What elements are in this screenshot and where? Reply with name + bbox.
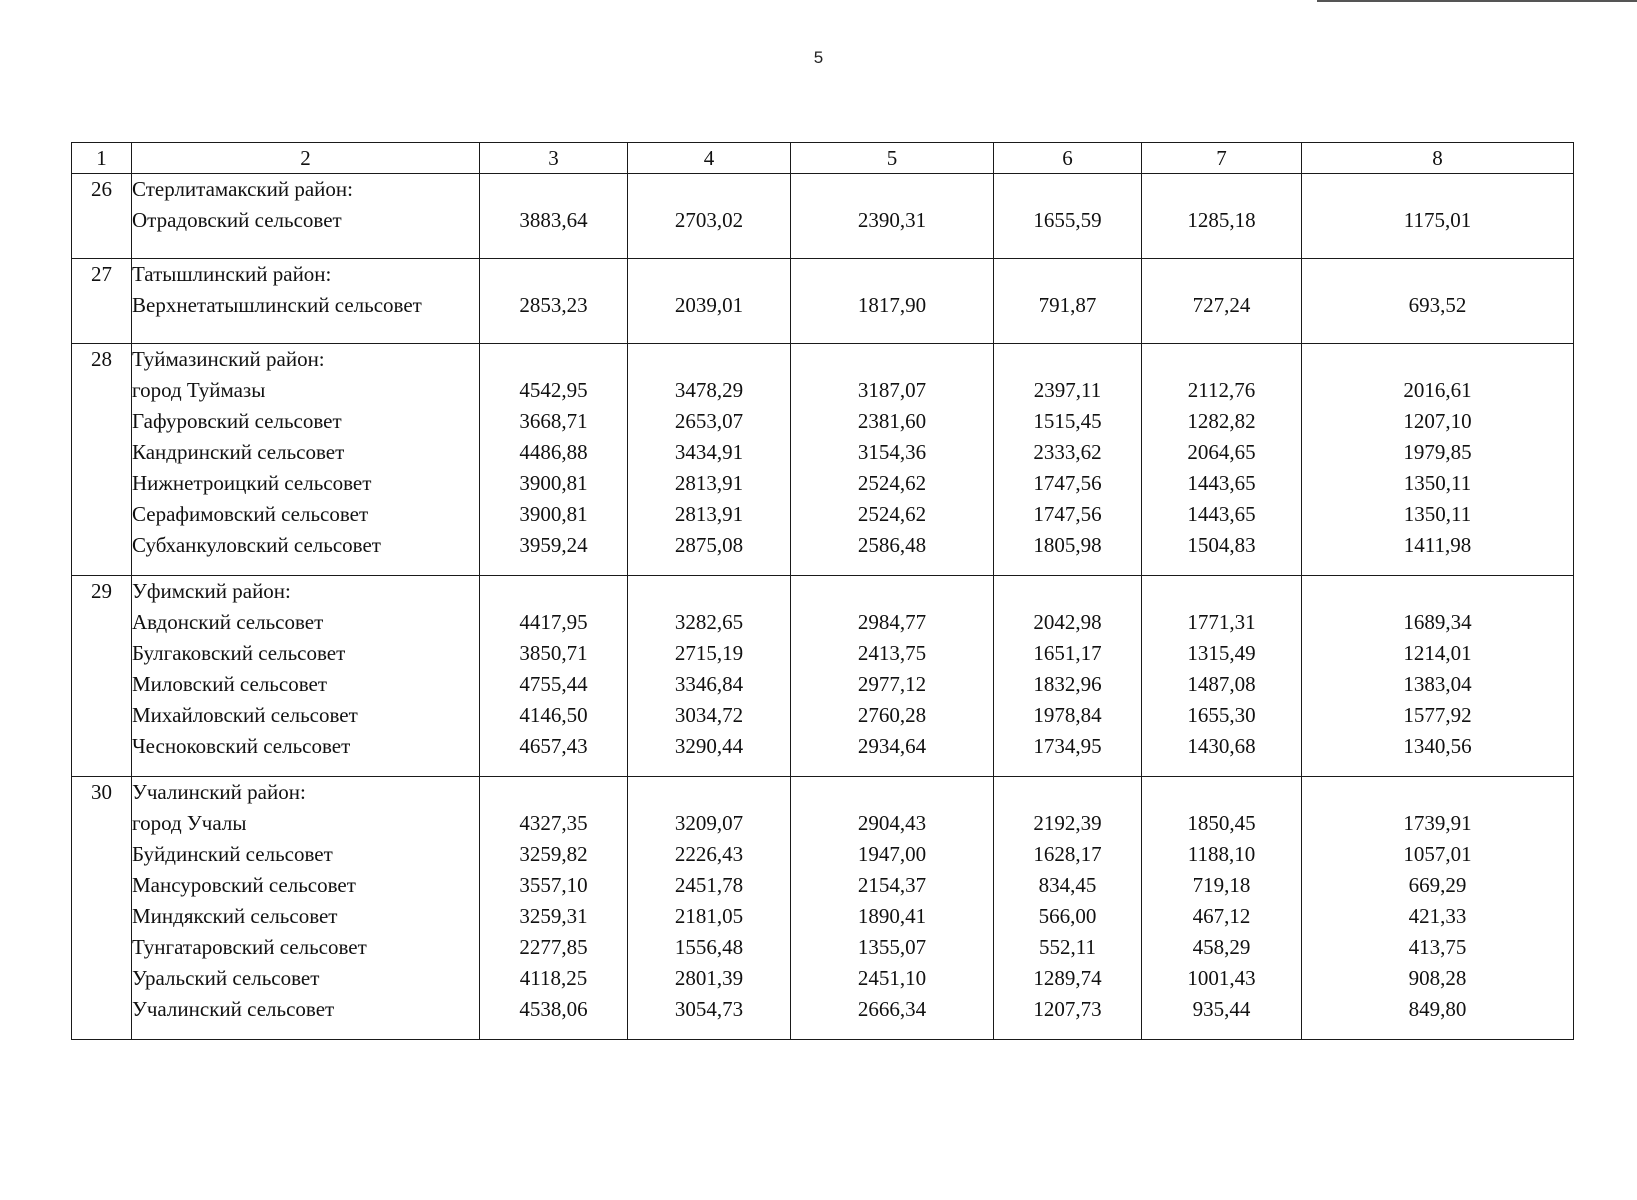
value: 2181,05 (674, 904, 744, 928)
value: 1832,96 (1033, 672, 1102, 696)
spacer (1302, 777, 1573, 808)
page-number: 5 (813, 48, 824, 67)
value: 2586,48 (857, 533, 927, 557)
value: 1805,98 (1033, 533, 1102, 557)
value: 4118,25 (519, 966, 588, 990)
value: 1350,11 (1403, 471, 1472, 495)
value: 2813,91 (674, 502, 744, 526)
value-col-6 (994, 576, 1142, 777)
value: 1355,07 (857, 935, 927, 959)
value: 1350,11 (1403, 502, 1472, 526)
value: 908,28 (1408, 966, 1467, 990)
value-col-4 (628, 576, 791, 777)
value: 3478,29 (674, 378, 744, 402)
value-col-7 (1142, 174, 1302, 259)
value: 413,75 (1408, 935, 1467, 959)
value: 1890,41 (857, 904, 927, 928)
value: 3290,44 (674, 734, 744, 758)
spacer (1142, 259, 1301, 290)
value: 2875,08 (674, 533, 744, 557)
settlement-name: Мансуровский сельсовет (132, 873, 356, 897)
value: 2112,76 (1187, 378, 1256, 402)
value: 3346,84 (674, 672, 744, 696)
value: 1689,34 (1403, 610, 1472, 634)
value: 3187,07 (857, 378, 927, 402)
spacer (994, 174, 1141, 205)
value: 1655,59 (1033, 208, 1102, 232)
value: 1175,01 (1403, 208, 1472, 232)
value: 1001,43 (1187, 966, 1256, 990)
value: 1628,17 (1033, 842, 1102, 866)
value: 1443,65 (1187, 502, 1256, 526)
header-col-5: 5 (791, 143, 994, 174)
value: 3668,71 (519, 409, 588, 433)
value: 4417,95 (519, 610, 588, 634)
value-col-7 (1142, 777, 1302, 1040)
value-col-6 (994, 259, 1142, 344)
value-col-4 (628, 777, 791, 1040)
value-col-5 (791, 344, 994, 576)
value: 1207,10 (1403, 409, 1472, 433)
spacer (1142, 576, 1301, 607)
value: 2524,62 (857, 502, 927, 526)
row-number: 27 (72, 259, 132, 344)
settlement-name: Уральский сельсовет (132, 966, 320, 990)
value-col-8 (1302, 777, 1574, 1040)
value-col-5 (791, 174, 994, 259)
settlement-name: Тунгатаровский сельсовет (132, 935, 367, 959)
value: 2934,64 (857, 734, 927, 758)
value: 669,29 (1408, 873, 1467, 897)
value: 2977,12 (857, 672, 927, 696)
value: 2451,78 (674, 873, 744, 897)
value: 2813,91 (674, 471, 744, 495)
header-col-6: 6 (994, 143, 1142, 174)
value: 1057,01 (1403, 842, 1472, 866)
value: 4146,50 (519, 703, 588, 727)
value: 2154,37 (857, 873, 927, 897)
district-name: Стерлитамакский район: (132, 177, 353, 201)
value: 1214,01 (1403, 641, 1472, 665)
spacer (791, 174, 993, 205)
value-col-6 (994, 777, 1142, 1040)
value: 2064,65 (1187, 440, 1256, 464)
settlement-name: Авдонский сельсовет (132, 610, 324, 634)
row-number: 29 (72, 576, 132, 777)
data-table (71, 142, 1574, 1040)
top-edge-rule (1317, 0, 1637, 2)
header-col-4: 4 (628, 143, 791, 174)
value: 2390,31 (857, 208, 927, 232)
table-row (72, 174, 1574, 259)
value: 1487,08 (1187, 672, 1256, 696)
value: 2277,85 (519, 935, 588, 959)
spacer (1302, 576, 1573, 607)
spacer (994, 777, 1141, 808)
value-col-6 (994, 344, 1142, 576)
value: 1739,91 (1403, 811, 1472, 835)
value: 1817,90 (857, 293, 927, 317)
value: 1577,92 (1403, 703, 1472, 727)
value: 834,45 (1038, 873, 1097, 897)
name-cell (132, 576, 480, 777)
value: 1979,85 (1403, 440, 1472, 464)
value: 1651,17 (1033, 641, 1102, 665)
value: 1771,31 (1187, 610, 1256, 634)
settlement-name: Нижнетроицкий сельсовет (132, 471, 372, 495)
value-col-3 (480, 576, 628, 777)
settlement-name: город Туймазы (132, 378, 266, 402)
value: 2381,60 (857, 409, 927, 433)
spacer (628, 576, 790, 607)
district-name: Уфимский район: (132, 579, 291, 603)
value: 3883,64 (519, 208, 588, 232)
row-number: 30 (72, 777, 132, 1040)
value: 1443,65 (1187, 471, 1256, 495)
value: 2192,39 (1033, 811, 1102, 835)
value: 1556,48 (674, 935, 744, 959)
value: 727,24 (1192, 293, 1251, 317)
value-col-3 (480, 259, 628, 344)
value: 3850,71 (519, 641, 588, 665)
settlement-name: Кандринский сельсовет (132, 440, 345, 464)
value-col-3 (480, 344, 628, 576)
value: 2451,10 (857, 966, 927, 990)
name-cell (132, 259, 480, 344)
header-col-3: 3 (480, 143, 628, 174)
value-col-3 (480, 777, 628, 1040)
value: 467,12 (1192, 904, 1251, 928)
value: 4538,06 (519, 997, 588, 1021)
value: 2904,43 (857, 811, 927, 835)
spacer (791, 576, 993, 607)
value: 3900,81 (519, 471, 588, 495)
value: 3034,72 (674, 703, 744, 727)
header-row (72, 143, 1574, 174)
value-col-7 (1142, 344, 1302, 576)
spacer (994, 576, 1141, 607)
value: 1340,56 (1403, 734, 1472, 758)
value: 2397,11 (1033, 378, 1102, 402)
value-col-5 (791, 259, 994, 344)
value: 791,87 (1038, 293, 1097, 317)
spacer (1142, 174, 1301, 205)
spacer (791, 777, 993, 808)
value: 1747,56 (1033, 502, 1102, 526)
value: 552,11 (1039, 935, 1096, 959)
value-col-7 (1142, 259, 1302, 344)
spacer (628, 174, 790, 205)
value-col-4 (628, 174, 791, 259)
value: 4486,88 (519, 440, 588, 464)
settlement-name: Серафимовский сельсовет (132, 502, 369, 526)
row-number: 28 (72, 344, 132, 576)
value: 2666,34 (857, 997, 927, 1021)
value: 2760,28 (857, 703, 927, 727)
value: 4542,95 (519, 378, 588, 402)
settlement-name: Михайловский сельсовет (132, 703, 358, 727)
header-col-2: 2 (132, 143, 480, 174)
settlement-name: Гафуровский сельсовет (132, 409, 342, 433)
value: 1411,98 (1403, 533, 1472, 557)
value: 2226,43 (674, 842, 744, 866)
value: 2984,77 (857, 610, 927, 634)
value: 1515,45 (1033, 409, 1102, 433)
value-col-3 (480, 174, 628, 259)
settlement-name: Булгаковский сельсовет (132, 641, 346, 665)
spacer (1302, 174, 1573, 205)
value: 849,80 (1408, 997, 1467, 1021)
row-number: 26 (72, 174, 132, 259)
table-row (72, 344, 1574, 576)
value: 4755,44 (519, 672, 588, 696)
spacer (480, 576, 627, 607)
value: 1315,49 (1187, 641, 1256, 665)
settlement-name: Буйдинский сельсовет (132, 842, 333, 866)
spacer (480, 777, 627, 808)
value-col-8 (1302, 174, 1574, 259)
spacer (480, 259, 627, 290)
settlement-name: Учалинский сельсовет (132, 997, 335, 1021)
settlement-name: Чесноковский сельсовет (132, 734, 351, 758)
spacer (994, 344, 1141, 375)
spacer (1142, 344, 1301, 375)
value: 1947,00 (857, 842, 927, 866)
name-cell (132, 174, 480, 259)
value: 421,33 (1408, 904, 1467, 928)
value: 2524,62 (857, 471, 927, 495)
value-col-8 (1302, 576, 1574, 777)
table-row (72, 777, 1574, 1040)
value-col-5 (791, 576, 994, 777)
value: 1978,84 (1033, 703, 1102, 727)
spacer (1302, 344, 1573, 375)
value: 1289,74 (1033, 966, 1102, 990)
spacer (628, 344, 790, 375)
value: 2703,02 (674, 208, 744, 232)
value: 3900,81 (519, 502, 588, 526)
value: 4327,35 (519, 811, 588, 835)
settlement-name: Миндякский сельсовет (132, 904, 338, 928)
value-col-7 (1142, 576, 1302, 777)
spacer (1302, 259, 1573, 290)
header-col-1: 1 (72, 143, 132, 174)
value: 1734,95 (1033, 734, 1102, 758)
value-col-4 (628, 344, 791, 576)
value: 1207,73 (1033, 997, 1102, 1021)
value: 3259,82 (519, 842, 588, 866)
value: 2016,61 (1403, 378, 1472, 402)
value: 2853,23 (519, 293, 588, 317)
district-name: Туймазинский район: (132, 347, 325, 371)
value-col-5 (791, 777, 994, 1040)
value: 2801,39 (674, 966, 744, 990)
spacer (791, 344, 993, 375)
value: 719,18 (1192, 873, 1251, 897)
settlement-name: Миловский сельсовет (132, 672, 327, 696)
value-col-4 (628, 259, 791, 344)
spacer (791, 259, 993, 290)
value-col-8 (1302, 259, 1574, 344)
value: 3054,73 (674, 997, 744, 1021)
value: 4657,43 (519, 734, 588, 758)
value: 1747,56 (1033, 471, 1102, 495)
value: 3154,36 (857, 440, 927, 464)
spacer (628, 777, 790, 808)
name-cell (132, 344, 480, 576)
value: 3959,24 (519, 533, 588, 557)
value: 1504,83 (1187, 533, 1256, 557)
settlement-name: Верхнетатышлинский сельсовет (132, 293, 422, 317)
value: 2042,98 (1033, 610, 1102, 634)
value: 1655,30 (1187, 703, 1256, 727)
spacer (1142, 777, 1301, 808)
value: 2039,01 (674, 293, 744, 317)
value: 3557,10 (519, 873, 588, 897)
value: 2413,75 (857, 641, 927, 665)
header-col-8: 8 (1302, 143, 1574, 174)
value-col-6 (994, 174, 1142, 259)
value: 1430,68 (1187, 734, 1256, 758)
spacer (480, 344, 627, 375)
value: 2715,19 (674, 641, 744, 665)
settlement-name: Субханкуловский сельсовет (132, 533, 381, 557)
value: 3259,31 (519, 904, 588, 928)
value: 1282,82 (1187, 409, 1256, 433)
settlement-name: город Учалы (132, 811, 247, 835)
district-name: Учалинский район: (132, 780, 306, 804)
table-row (72, 259, 1574, 344)
table-body (72, 174, 1574, 1040)
value: 3282,65 (674, 610, 744, 634)
value: 3209,07 (674, 811, 744, 835)
spacer (480, 174, 627, 205)
district-name: Татышлинский район: (132, 262, 332, 286)
header-col-7: 7 (1142, 143, 1302, 174)
value: 693,52 (1408, 293, 1467, 317)
value: 1383,04 (1403, 672, 1472, 696)
value: 2653,07 (674, 409, 744, 433)
settlement-name: Отрадовский сельсовет (132, 208, 342, 232)
name-cell (132, 777, 480, 1040)
spacer (994, 259, 1141, 290)
value: 935,44 (1192, 997, 1251, 1021)
spacer (628, 259, 790, 290)
value-col-8 (1302, 344, 1574, 576)
table-row (72, 576, 1574, 777)
value: 566,00 (1038, 904, 1097, 928)
value: 1188,10 (1187, 842, 1256, 866)
value: 1850,45 (1187, 811, 1256, 835)
value: 3434,91 (674, 440, 744, 464)
value: 458,29 (1192, 935, 1251, 959)
value: 1285,18 (1187, 208, 1256, 232)
value: 2333,62 (1033, 440, 1102, 464)
